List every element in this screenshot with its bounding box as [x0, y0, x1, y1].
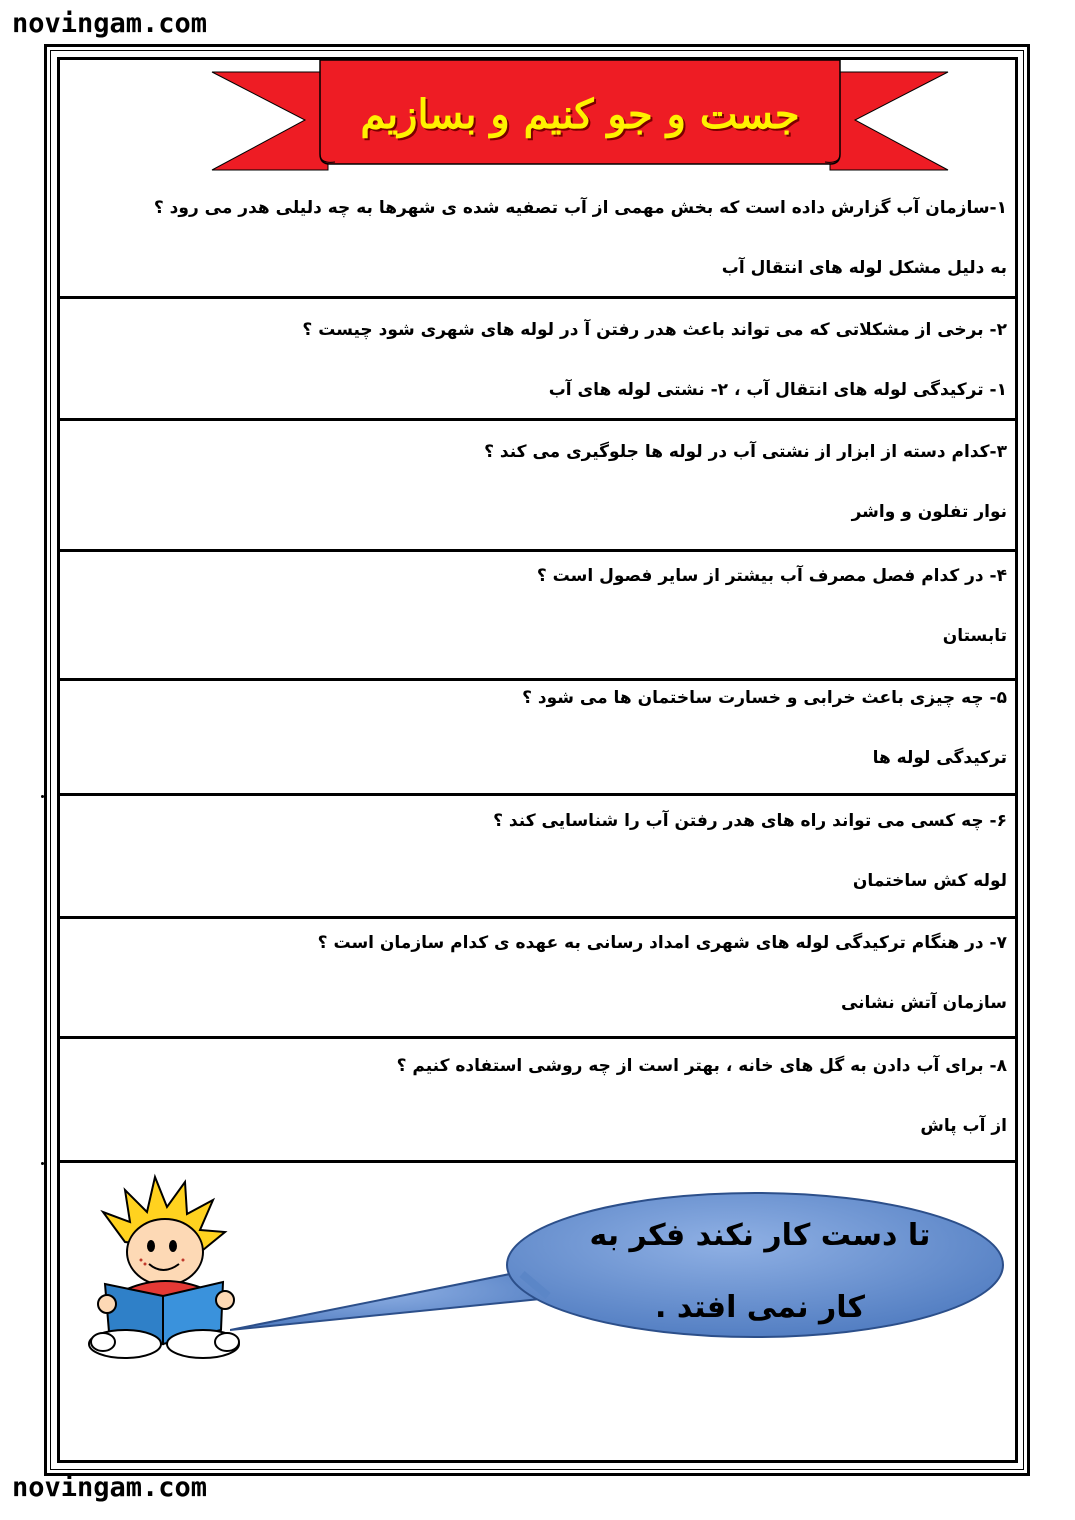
margin-dot	[41, 795, 44, 798]
separator-line	[60, 296, 1017, 299]
answer-text: ترکیدگی لوله ها	[872, 748, 1007, 768]
ribbon-tail-right	[830, 72, 948, 170]
watermark-top: novingam.com	[12, 8, 208, 39]
question-text: ۳-کدام دسته از ابزار از نشتی آب در لوله ها جلوگیری می کند ؟	[484, 442, 1007, 462]
answer-text: به دلیل مشکل لوله های انتقال آب	[721, 258, 1007, 278]
answer-text: از آب پاش	[920, 1116, 1007, 1136]
question-text: ۷- در هنگام ترکیدگی لوله های شهری امداد رسانی به عهده ی کدام سازمان است ؟	[317, 933, 1007, 953]
separator-line	[60, 549, 1017, 552]
question-text: ۵- چه چیزی باعث خرابی و خسارت ساختمان ها می شود ؟	[522, 688, 1007, 708]
answer-text: سازمان آتش نشانی	[840, 993, 1007, 1013]
separator-line	[60, 1036, 1017, 1039]
question-text: ۴- در کدام فصل مصرف آب بیشتر از سایر فصول است ؟	[536, 566, 1007, 586]
question-text: ۸- برای آب دادن به گل های خانه ، بهتر است از چه روشی استفاده کنیم ؟	[396, 1056, 1007, 1076]
separator-line	[60, 418, 1017, 421]
answer-text: نوار تفلون و واشر	[851, 502, 1007, 522]
separator-line	[60, 916, 1017, 919]
answer-text: تابستان	[942, 626, 1007, 646]
kid-reading-book-illustration	[85, 1172, 245, 1362]
separator-line	[60, 678, 1017, 681]
question-text: ۱-سازمان آب گزارش داده است که بخش مهمی از آب تصفیه شده ی شهرها به چه دلیلی هدر می رود ؟	[153, 198, 1007, 218]
page-title: جست و جو کنیم و بسازیم	[360, 90, 800, 138]
ribbon-tail-left	[212, 72, 328, 170]
watermark-bottom: novingam.com	[12, 1472, 208, 1503]
separator-line	[60, 1160, 1017, 1163]
proverb-line-1: تا دست کار نکند فکر به	[589, 1218, 931, 1253]
answer-text: لوله کش ساختمان	[852, 871, 1007, 891]
question-text: ۶- چه کسی می تواند راه های هدر رفتن آب را شناسایی کند ؟	[493, 811, 1007, 831]
margin-dot	[41, 1162, 44, 1165]
proverb-line-2: کار نمی افتد .	[655, 1290, 865, 1325]
answer-text: ۱- ترکیدگی لوله های انتقال آب ، ۲- نشتی لوله های آب	[548, 380, 1007, 400]
proverb-text	[560, 1200, 960, 1344]
separator-line	[60, 793, 1017, 796]
question-text: ۲- برخی از مشکلاتی که می تواند باعث هدر رفتن آ در لوله های شهری شود چیست ؟	[302, 320, 1007, 340]
